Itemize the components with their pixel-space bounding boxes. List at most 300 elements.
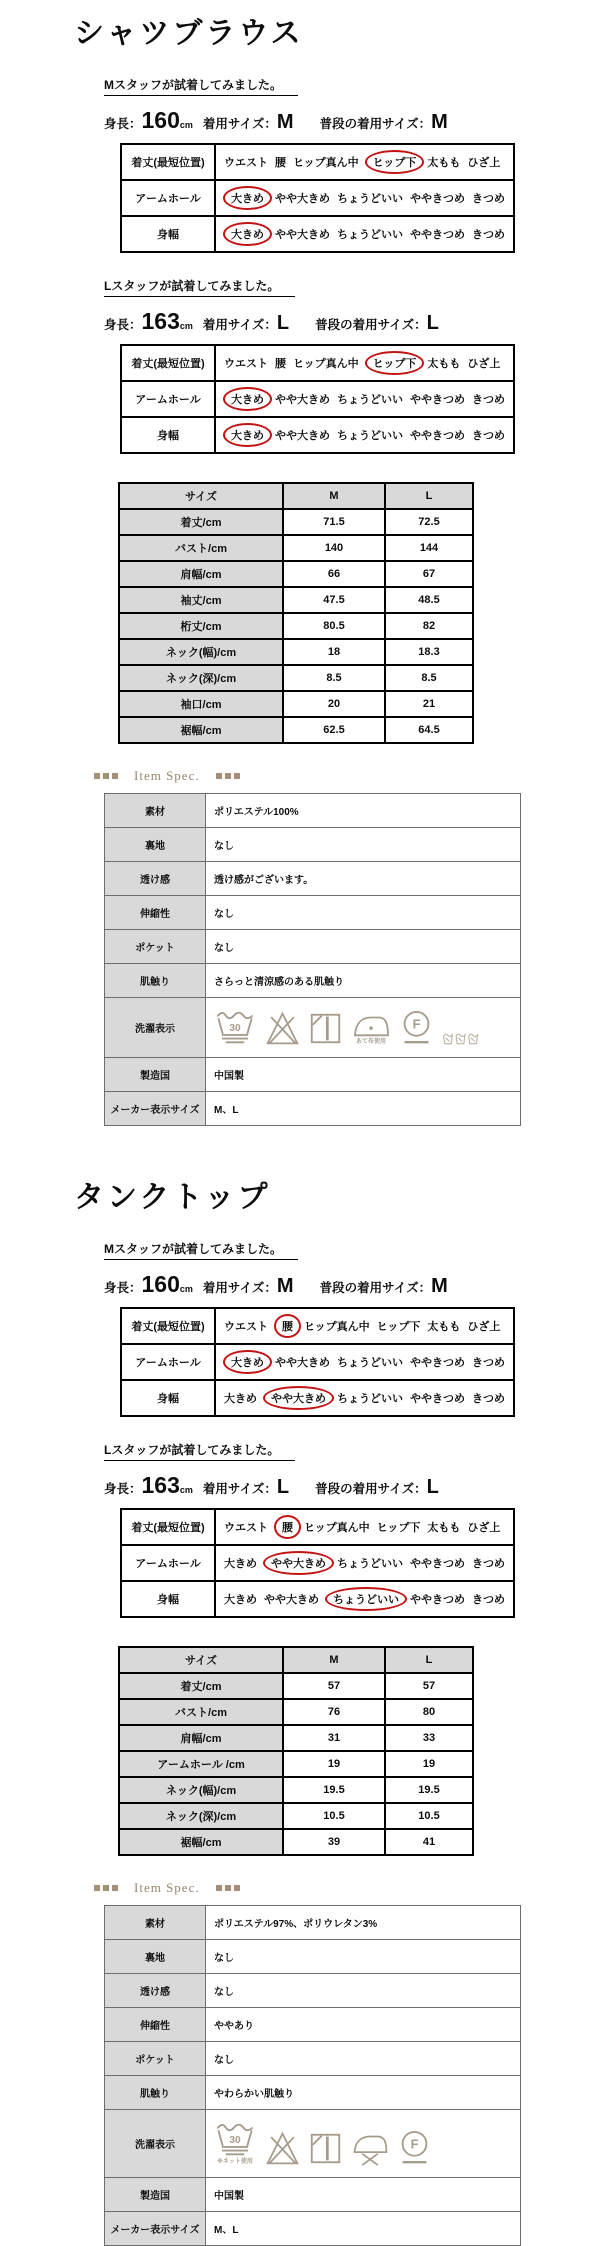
- fit-option: ちょうどいい: [337, 394, 403, 406]
- fitting-row: [121, 216, 514, 252]
- fit-option: ややきつめ: [410, 1357, 465, 1369]
- fitting-table-body: [121, 1308, 514, 1416]
- size-chart-table: [118, 1646, 474, 1856]
- item-spec-table-body: [105, 1906, 521, 2246]
- fit-option: やや大きめ: [275, 394, 330, 406]
- fit-option: 大きめ: [224, 1393, 257, 1405]
- size-chart-value-m: 31: [283, 1725, 385, 1751]
- fit-option: ややきつめ: [410, 229, 465, 241]
- staff-fitting-block: [104, 1441, 600, 1618]
- size-chart-value-l: 48.5: [385, 587, 473, 613]
- height-value: 160: [141, 107, 180, 133]
- fit-option-selected: 大きめ: [223, 387, 272, 411]
- item-spec-heading-row: [94, 768, 600, 784]
- item-spec-row: [105, 2177, 521, 2211]
- size-chart-value-m: 66: [283, 561, 385, 587]
- fit-option: きつめ: [472, 394, 505, 406]
- item-spec-row: [105, 1974, 521, 2008]
- fit-option: 太もも: [427, 1522, 461, 1534]
- fitting-row: [121, 381, 514, 417]
- size-chart-row: [119, 1673, 473, 1699]
- deco-square: [216, 1885, 222, 1891]
- shade-dry-icon: [309, 1011, 342, 1046]
- height-label: 身長：: [104, 1482, 142, 1496]
- item-spec-row: [105, 1058, 521, 1092]
- item-spec-row-value: ポリエステル97%、ポリウレタン3%: [206, 1906, 521, 1940]
- fitting-row-options: [215, 345, 514, 381]
- fit-option: ひざ上: [467, 1522, 501, 1534]
- fitting-row-label: アームホール: [121, 1545, 215, 1581]
- fit-option: やや大きめ: [275, 430, 330, 442]
- wearing-size-value: L: [276, 312, 290, 334]
- item-spec-row: [105, 896, 521, 930]
- fit-option: きつめ: [472, 1357, 505, 1369]
- fit-option: ウエスト: [224, 1522, 268, 1534]
- fitting-row: [121, 1581, 514, 1617]
- item-spec-row-value: M、L: [206, 1092, 521, 1126]
- item-spec-row: [105, 964, 521, 998]
- height-unit: cm: [179, 1284, 193, 1294]
- care-symbols: [214, 2119, 512, 2168]
- size-chart-value-m: 57: [283, 1673, 385, 1699]
- height-unit: cm: [179, 1485, 193, 1495]
- wash-icon-caption: あて布使用: [355, 1039, 386, 1046]
- deco-square: [94, 773, 100, 779]
- fit-option: やや大きめ: [275, 1357, 330, 1369]
- size-chart-value-m: 71.5: [283, 509, 385, 535]
- svg-text:30: 30: [229, 1023, 241, 1035]
- fit-option: ややきつめ: [410, 1558, 465, 1570]
- fit-option: きつめ: [472, 229, 505, 241]
- fitting-table: [120, 1508, 515, 1618]
- item-spec-row: [105, 2211, 521, 2245]
- fit-option: きつめ: [472, 1558, 505, 1570]
- size-chart-row: [119, 639, 473, 665]
- size-chart-header-row: [119, 1647, 473, 1673]
- fitting-row-label: 着丈(最短位置): [121, 1308, 215, 1344]
- size-chart-row: [119, 509, 473, 535]
- usual-size-label: 普段の着用サイズ：: [319, 117, 432, 131]
- item-spec-row: [105, 930, 521, 964]
- size-chart-row: [119, 1829, 473, 1855]
- deco-square: [94, 1885, 100, 1891]
- item-spec-row-value: M、L: [206, 2211, 521, 2245]
- item-spec-row-value: なし: [206, 930, 521, 964]
- fit-option: きつめ: [472, 430, 505, 442]
- item-spec-row-label: 伸縮性: [105, 2008, 206, 2042]
- shade-dry-icon: [309, 2131, 342, 2166]
- stat-line: [104, 1472, 600, 1499]
- item-spec-row-value: [206, 998, 521, 1058]
- wash-tub-30-icon: [214, 1009, 256, 1046]
- fit-option-selected: ちょうどいい: [325, 1587, 407, 1611]
- fit-option: 腰: [275, 358, 286, 370]
- size-chart-header-cell: M: [283, 483, 385, 509]
- wearing-size-label: 着用サイズ：: [202, 318, 277, 332]
- item-spec-deco-squares: [94, 1885, 118, 1891]
- stat-line: [104, 107, 600, 134]
- size-chart-body: [119, 1647, 473, 1855]
- iron-icon: [351, 1013, 391, 1046]
- page-title: タンクトップ: [74, 1181, 271, 1214]
- fit-option: ちょうどいい: [337, 229, 403, 241]
- svg-text:30: 30: [229, 2135, 241, 2147]
- fitting-row-options: [215, 180, 514, 216]
- staff-fitting-block: [104, 76, 600, 253]
- size-chart-header-cell: M: [283, 1647, 385, 1673]
- fitting-row-label: アームホール: [121, 180, 215, 216]
- fitting-row-label: 身幅: [121, 417, 215, 453]
- fitting-table-body: [121, 1509, 514, 1617]
- fitting-table-body: [121, 345, 514, 453]
- item-spec-row-value: 透け感がございます。: [206, 862, 521, 896]
- fitting-row: [121, 1344, 514, 1380]
- size-chart-row-label: ネック(幅)/cm: [119, 639, 283, 665]
- size-chart-row-label: 袖口/cm: [119, 691, 283, 717]
- size-chart-value-l: 19.5: [385, 1777, 473, 1803]
- wearing-size-label: 着用サイズ：: [202, 1482, 277, 1496]
- size-chart-value-l: 82: [385, 613, 473, 639]
- size-chart-header-row: [119, 483, 473, 509]
- size-chart-value-l: 80: [385, 1699, 473, 1725]
- size-chart-value-m: 140: [283, 535, 385, 561]
- item-spec-row-value: なし: [206, 1940, 521, 1974]
- fitting-row: [121, 144, 514, 180]
- size-chart-row: [119, 717, 473, 743]
- item-spec-row-label: 肌触り: [105, 2076, 206, 2110]
- wash-icon-caption: ※ネット使用: [217, 2159, 253, 2165]
- item-spec-row: [105, 1092, 521, 1126]
- usual-size-label: 普段の着用サイズ：: [315, 318, 427, 332]
- item-spec-row-value: 中国製: [206, 2177, 521, 2211]
- fit-option: ややきつめ: [410, 394, 465, 406]
- size-chart-row: [119, 1777, 473, 1803]
- staff-fitting-heading: Mスタッフが試着してみました。: [104, 76, 298, 96]
- fitting-row-label: アームホール: [121, 381, 215, 417]
- size-chart-row-label: 着丈/cm: [119, 509, 283, 535]
- item-spec-table: [104, 1905, 521, 2246]
- fitting-row-label: 着丈(最短位置): [121, 345, 215, 381]
- deco-square: [225, 773, 231, 779]
- item-spec-heading-row: [94, 1880, 600, 1896]
- usual-size-label: 普段の着用サイズ：: [319, 1281, 432, 1295]
- dry-clean-f-icon: [400, 1009, 433, 1046]
- fitting-row-options: [215, 1581, 514, 1617]
- wearing-size-label: 着用サイズ：: [202, 1281, 277, 1295]
- fitting-table: [120, 143, 515, 253]
- fit-option: ヒップ下: [376, 1321, 421, 1333]
- deco-square: [103, 773, 109, 779]
- item-spec-row: [105, 794, 521, 828]
- item-spec-row-value: なし: [206, 828, 521, 862]
- item-spec-deco-squares: [94, 773, 118, 779]
- fit-option: 太もも: [427, 358, 461, 370]
- deco-square: [234, 1885, 240, 1891]
- item-spec-row-label: 透け感: [105, 1974, 206, 2008]
- fit-option: ややきつめ: [410, 1393, 465, 1405]
- wearing-size-value: L: [276, 1476, 290, 1498]
- staff-fitting-block: [104, 277, 600, 454]
- size-chart-table: [118, 482, 474, 744]
- size-chart-value-m: 19.5: [283, 1777, 385, 1803]
- fit-option: ウエスト: [224, 1321, 268, 1333]
- size-chart-value-l: 10.5: [385, 1803, 473, 1829]
- fit-option: ヒップ下: [376, 1522, 421, 1534]
- size-chart-row-label: 肩幅/cm: [119, 1725, 283, 1751]
- item-spec-row-value: なし: [206, 2042, 521, 2076]
- stat-line: [104, 308, 600, 335]
- height-value: 163: [141, 1472, 180, 1498]
- section-tank-top: [0, 1172, 600, 2246]
- size-chart-header-cell: サイズ: [119, 1647, 283, 1673]
- item-spec-deco-squares: [216, 1885, 240, 1891]
- size-chart-row: [119, 1725, 473, 1751]
- no-iron-icon: [351, 2133, 389, 2166]
- size-chart-value-m: 8.5: [283, 665, 385, 691]
- fitting-table: [120, 344, 515, 454]
- size-chart-value-m: 10.5: [283, 1803, 385, 1829]
- stat-line: [104, 1271, 600, 1298]
- fit-option-selected: 大きめ: [223, 222, 272, 246]
- fitting-row-options: [215, 1509, 514, 1545]
- fit-option: ややきつめ: [410, 430, 465, 442]
- height-unit: cm: [179, 321, 193, 331]
- fitting-row-label: 着丈(最短位置): [121, 1509, 215, 1545]
- fitting-row: [121, 1308, 514, 1344]
- page-title: シャツブラウス: [74, 17, 304, 50]
- size-chart-value-m: 20: [283, 691, 385, 717]
- fit-option-selected: ヒップ下: [365, 351, 425, 375]
- item-spec-row-label: 製造国: [105, 2177, 206, 2211]
- item-spec-table: [104, 793, 521, 1126]
- fit-option: ヒップ真ん中: [304, 1522, 370, 1534]
- item-spec-row-value: ややあり: [206, 2008, 521, 2042]
- size-chart-value-l: 57: [385, 1673, 473, 1699]
- size-chart-row-label: 肩幅/cm: [119, 561, 283, 587]
- item-spec-row: [105, 828, 521, 862]
- size-chart-header-cell: サイズ: [119, 483, 283, 509]
- size-chart-value-l: 21: [385, 691, 473, 717]
- fitting-row-label: アームホール: [121, 1344, 215, 1380]
- deco-square: [225, 1885, 231, 1891]
- fitting-row-options: [215, 1545, 514, 1581]
- height-label: 身長：: [104, 318, 142, 332]
- item-spec-row-label: メーカー表示サイズ: [105, 1092, 206, 1126]
- item-spec-row-label: 伸縮性: [105, 896, 206, 930]
- size-chart-row: [119, 665, 473, 691]
- fit-option: ひざ上: [467, 1321, 501, 1333]
- fitting-row-options: [215, 417, 514, 453]
- size-chart-value-m: 62.5: [283, 717, 385, 743]
- fitting-row-options: [215, 144, 514, 180]
- size-chart-row-label: 裾幅/cm: [119, 1829, 283, 1855]
- size-chart-row: [119, 535, 473, 561]
- item-spec-row: [105, 1940, 521, 1974]
- fitting-row-label: 身幅: [121, 1380, 215, 1416]
- staff-fitting-heading: Lスタッフが試着してみました。: [104, 1441, 295, 1461]
- size-chart-row: [119, 691, 473, 717]
- size-chart-row-label: バスト/cm: [119, 1699, 283, 1725]
- size-chart-row-label: ネック(深)/cm: [119, 665, 283, 691]
- staff-fitting-heading: Mスタッフが試着してみました。: [104, 1240, 298, 1260]
- height-label: 身長：: [104, 1281, 142, 1295]
- size-chart-row: [119, 1803, 473, 1829]
- height-label: 身長：: [104, 117, 142, 131]
- fit-option: ややきつめ: [410, 1594, 465, 1606]
- dry-clean-f-icon: [398, 2129, 431, 2166]
- fit-option: ややきつめ: [410, 193, 465, 205]
- fit-option: ちょうどいい: [337, 430, 403, 442]
- section-shirt-blouse: [0, 8, 600, 1126]
- fit-option-selected: 大きめ: [223, 186, 272, 210]
- fit-option: ひざ上: [467, 157, 501, 169]
- fit-option: きつめ: [472, 193, 505, 205]
- item-spec-row-label: 素材: [105, 1906, 206, 1940]
- size-chart-value-l: 67: [385, 561, 473, 587]
- deco-square: [234, 773, 240, 779]
- size-chart-header-cell: L: [385, 483, 473, 509]
- usual-size-value: M: [431, 111, 448, 133]
- item-spec-row: [105, 998, 521, 1058]
- size-chart-row: [119, 1751, 473, 1777]
- fitting-row: [121, 1380, 514, 1416]
- size-chart-row-label: 袖丈/cm: [119, 587, 283, 613]
- fitting-row: [121, 1545, 514, 1581]
- usual-size-label: 普段の着用サイズ：: [315, 1482, 427, 1496]
- item-spec-row-label: 洗濯表示: [105, 998, 206, 1058]
- item-spec-row-value: 中国製: [206, 1058, 521, 1092]
- item-spec-row-value: やわらかい肌触り: [206, 2076, 521, 2110]
- fit-option-selected: 腰: [274, 1314, 301, 1338]
- item-spec-row: [105, 2110, 521, 2178]
- wearing-size-label: 着用サイズ：: [202, 117, 277, 131]
- deco-square: [103, 1885, 109, 1891]
- fit-option-selected: やや大きめ: [263, 1386, 334, 1410]
- size-chart-body: [119, 483, 473, 743]
- staff-fitting-heading: Lスタッフが試着してみました。: [104, 277, 295, 297]
- fitting-row: [121, 1509, 514, 1545]
- size-chart-row-label: 桁丈/cm: [119, 613, 283, 639]
- fit-option-selected: 大きめ: [223, 1350, 272, 1374]
- height-unit: cm: [179, 120, 193, 130]
- no-bleach-icon: [265, 1011, 300, 1046]
- fitting-table: [120, 1307, 515, 1417]
- size-chart-row-label: バスト/cm: [119, 535, 283, 561]
- fitting-row: [121, 345, 514, 381]
- fitting-row-options: [215, 1308, 514, 1344]
- fit-option: ヒップ真ん中: [293, 157, 359, 169]
- fit-option-selected: 大きめ: [223, 423, 272, 447]
- mini-wash-stamp-icon: [442, 1031, 482, 1046]
- item-spec-row-value: なし: [206, 896, 521, 930]
- size-chart-row-label: 裾幅/cm: [119, 717, 283, 743]
- item-spec-row-label: メーカー表示サイズ: [105, 2211, 206, 2245]
- size-chart-value-l: 18.3: [385, 639, 473, 665]
- deco-square: [216, 773, 222, 779]
- size-chart-row-label: ネック(深)/cm: [119, 1803, 283, 1829]
- item-spec-row: [105, 2042, 521, 2076]
- size-chart-row: [119, 1699, 473, 1725]
- svg-text:F: F: [412, 1016, 421, 1032]
- size-chart-row-label: ネック(幅)/cm: [119, 1777, 283, 1803]
- fitting-row: [121, 180, 514, 216]
- wearing-size-value: M: [276, 1275, 294, 1297]
- size-chart-row: [119, 561, 473, 587]
- deco-square: [112, 773, 118, 779]
- fit-option: 大きめ: [224, 1594, 257, 1606]
- fitting-row-options: [215, 216, 514, 252]
- fitting-row: [121, 417, 514, 453]
- fit-option-selected: ヒップ下: [365, 150, 425, 174]
- fit-option: ヒップ真ん中: [304, 1321, 370, 1333]
- fitting-row-label: 身幅: [121, 216, 215, 252]
- fit-option: やや大きめ: [275, 229, 330, 241]
- fitting-row-options: [215, 1344, 514, 1380]
- fitting-row-label: 着丈(最短位置): [121, 144, 215, 180]
- item-spec-block: [94, 1880, 600, 2246]
- item-spec-row: [105, 2076, 521, 2110]
- height-value: 163: [141, 308, 180, 334]
- item-spec-row-value: なし: [206, 1974, 521, 2008]
- fit-option: やや大きめ: [264, 1594, 319, 1606]
- fit-option: ウエスト: [224, 358, 268, 370]
- size-chart-row: [119, 587, 473, 613]
- fit-option-selected: 腰: [274, 1515, 301, 1539]
- item-spec-row-value: [206, 2110, 521, 2178]
- item-spec-row: [105, 862, 521, 896]
- item-spec-row-value: ポリエステル100%: [206, 794, 521, 828]
- fit-option-selected: やや大きめ: [263, 1551, 334, 1575]
- item-spec-heading: Item Spec.: [134, 1880, 200, 1895]
- fit-option: ちょうどいい: [337, 1357, 403, 1369]
- size-chart-value-m: 80.5: [283, 613, 385, 639]
- staff-fitting-block: [104, 1240, 600, 1417]
- item-spec-row-label: ポケット: [105, 930, 206, 964]
- item-spec-row-label: 製造国: [105, 1058, 206, 1092]
- item-spec-table-body: [105, 794, 521, 1126]
- height-value: 160: [141, 1271, 180, 1297]
- no-bleach-icon: [265, 2131, 300, 2166]
- size-chart-value-l: 72.5: [385, 509, 473, 535]
- size-chart-value-l: 144: [385, 535, 473, 561]
- item-spec-row: [105, 2008, 521, 2042]
- fit-option: 太もも: [427, 1321, 461, 1333]
- fit-option: 腰: [275, 157, 286, 169]
- care-symbols: [214, 1007, 512, 1048]
- size-chart-value-l: 64.5: [385, 717, 473, 743]
- usual-size-value: M: [431, 1275, 448, 1297]
- item-spec-row-label: 洗濯表示: [105, 2110, 206, 2178]
- fit-option: ちょうどいい: [337, 1558, 403, 1570]
- deco-square: [112, 1885, 118, 1891]
- fit-option: ヒップ真ん中: [293, 358, 359, 370]
- fit-option: きつめ: [472, 1393, 505, 1405]
- size-chart-row: [119, 613, 473, 639]
- size-chart-value-l: 41: [385, 1829, 473, 1855]
- item-spec-row-label: 素材: [105, 794, 206, 828]
- wash-tub-30-icon: [214, 2121, 256, 2166]
- size-chart-header-cell: L: [385, 1647, 473, 1673]
- fit-option: やや大きめ: [275, 193, 330, 205]
- size-chart-value-l: 19: [385, 1751, 473, 1777]
- item-spec-row-label: ポケット: [105, 2042, 206, 2076]
- usual-size-value: L: [426, 312, 439, 334]
- size-chart-value-l: 8.5: [385, 665, 473, 691]
- wearing-size-value: M: [276, 111, 294, 133]
- size-chart-value-m: 39: [283, 1829, 385, 1855]
- item-spec-row-label: 裏地: [105, 828, 206, 862]
- fit-option: ウエスト: [224, 157, 268, 169]
